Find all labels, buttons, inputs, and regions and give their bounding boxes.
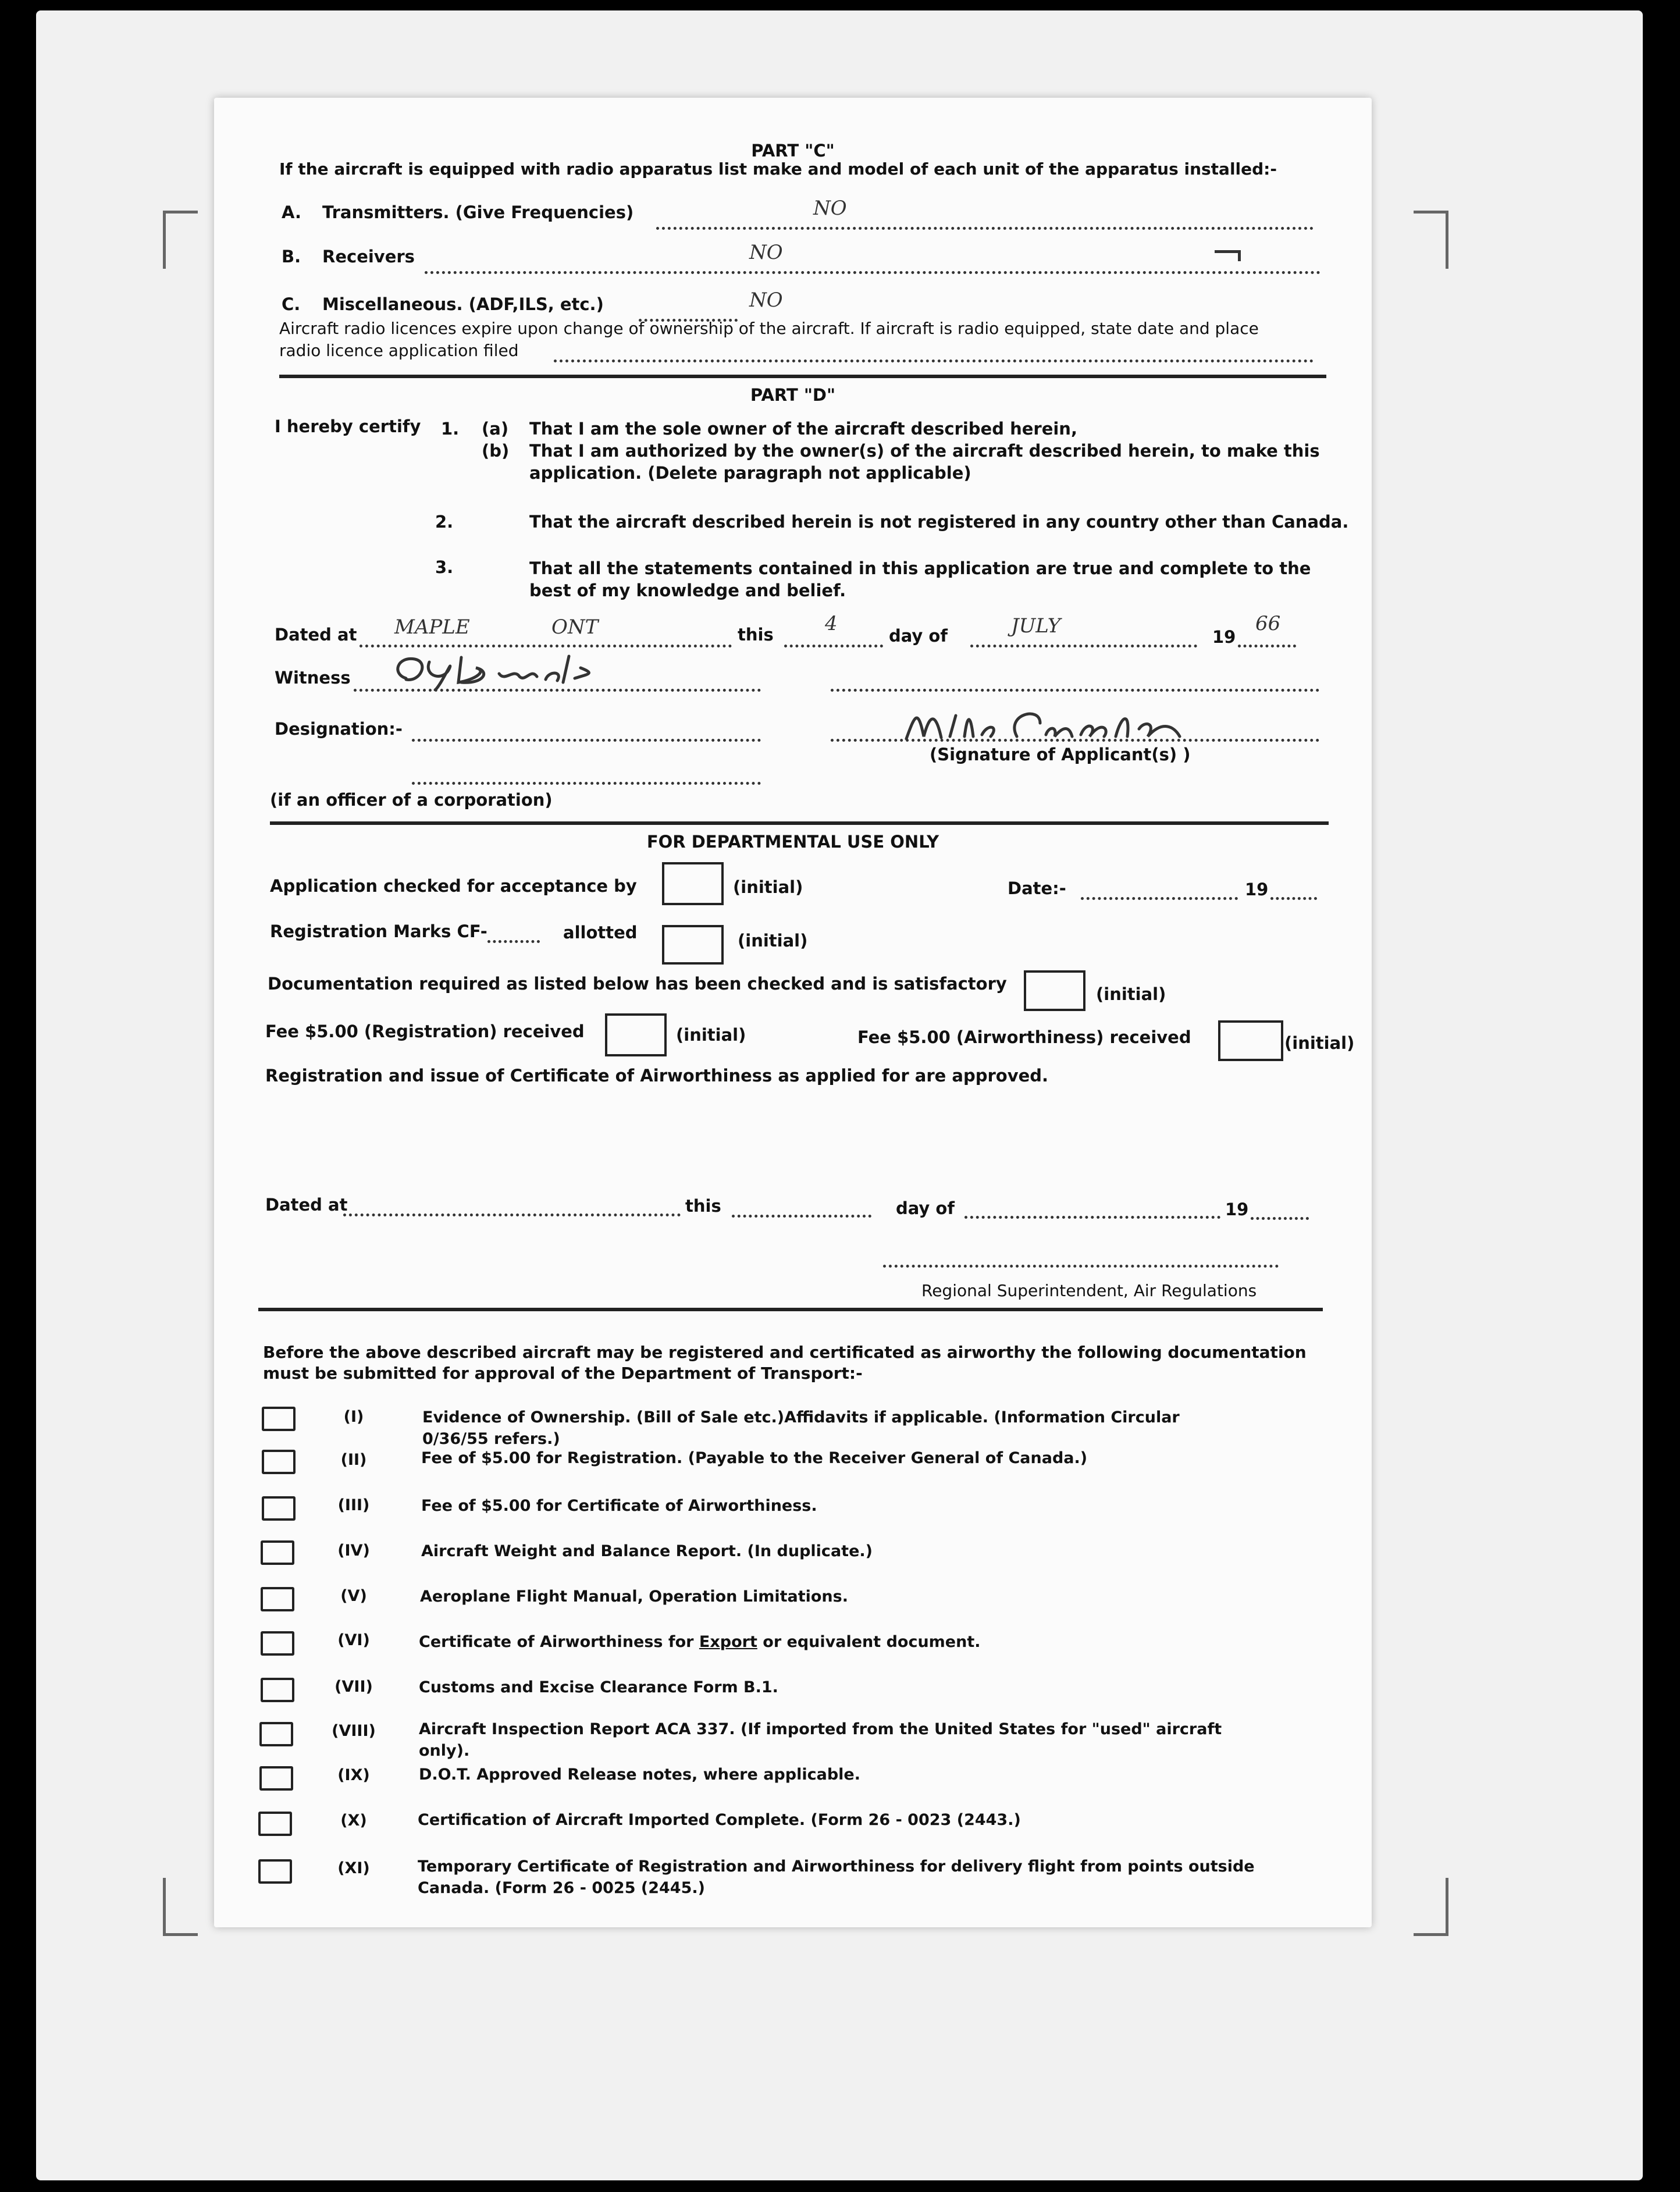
dated-at-label: Dated at <box>275 625 357 645</box>
radio-note-line1: Aircraft radio licences expire upon change of ownership of the aircraft. If aircraft is radio equipped, state date and place <box>279 319 1259 338</box>
certify-item-3-num: 3. <box>435 557 454 577</box>
fee-airworthiness-initial-box[interactable] <box>1218 1020 1283 1061</box>
witness-right-leader <box>831 689 1319 692</box>
certify-item-3-text2: best of my knowledge and belief. <box>529 581 846 600</box>
doc-item-2-text: Fee of $5.00 for Registration. (Payable to the Receiver General of Canada.) <box>421 1449 1088 1467</box>
doc-item-11-line2: Canada. (Form 26 - 0025 (2445.) <box>418 1879 705 1897</box>
documentation-checked-label: Documentation required as listed below has been checked and is satisfactory <box>268 974 1007 994</box>
crop-mark-top-left <box>163 211 198 269</box>
fee-airworthiness-label: Fee $5.00 (Airworthiness) received <box>857 1027 1191 1047</box>
documentation-initial-box[interactable] <box>1024 970 1085 1011</box>
doc-item-11-text <box>418 1856 1325 1899</box>
doc-item-num: (II) <box>340 1451 367 1469</box>
doc-item-num: (IV) <box>337 1542 370 1560</box>
receivers-leader <box>425 271 1320 274</box>
checked-initial-label: (initial) <box>733 877 803 897</box>
documentation-intro-line2: must be submitted for approval of the Department of Transport:- <box>263 1364 863 1383</box>
witness-label: Witness <box>275 668 351 688</box>
doc-checkbox-3[interactable] <box>262 1496 296 1521</box>
doc-item-6-post: or equivalent document. <box>757 1633 981 1651</box>
approval-month-leader <box>964 1216 1220 1219</box>
applicant-signature <box>900 703 1203 749</box>
doc-checkbox-4[interactable] <box>261 1540 294 1565</box>
doc-item-num: (V) <box>340 1587 367 1605</box>
certify-item-2-num: 2. <box>435 512 454 532</box>
year-value[interactable]: 66 <box>1255 612 1281 635</box>
reg-marks-label: Registration Marks CF- <box>270 921 487 941</box>
stray-mark <box>1215 250 1241 261</box>
transmitters-leader <box>656 227 1314 230</box>
reg-marks-leader <box>487 940 540 943</box>
certify-item-1b-text: That I am authorized by the owner(s) of the aircraft described herein, to make this <box>529 441 1320 461</box>
doc-checkbox-7[interactable] <box>261 1678 294 1702</box>
misc-value[interactable]: NO <box>749 289 783 312</box>
approval-day-leader <box>732 1215 871 1218</box>
doc-item-9-text: D.O.T. Approved Release notes, where applicable. <box>419 1766 860 1784</box>
signature-caption: (Signature of Applicant(s) ) <box>930 745 1191 764</box>
doc-item-num: (IX) <box>337 1766 370 1784</box>
witness-signature <box>389 650 633 691</box>
certify-item-1b-text2: application. (Delete paragraph not applicable) <box>529 463 971 483</box>
year-prefix: 19 <box>1212 627 1236 647</box>
doc-checkbox-11[interactable] <box>258 1859 292 1884</box>
certify-item-3-text: That all the statements contained in this application are true and complete to the <box>529 558 1311 578</box>
transmitters-label: Transmitters. (Give Frequencies) <box>322 202 634 222</box>
checked-label: Application checked for acceptance by <box>270 876 637 896</box>
doc-item-11-line1: Temporary Certificate of Registration and Airworthiness for delivery flight from points outside <box>418 1857 1255 1876</box>
superintendent-title: Regional Superintendent, Air Regulations <box>921 1281 1257 1300</box>
fee-registration-initial-box[interactable] <box>605 1013 667 1056</box>
doc-item-5-text: Aeroplane Flight Manual, Operation Limitations. <box>420 1588 848 1606</box>
crop-mark-bottom-right <box>1414 1878 1448 1936</box>
doc-item-4-text: Aircraft Weight and Balance Report. (In duplicate.) <box>421 1542 873 1560</box>
designation-leader-2 <box>412 782 761 785</box>
doc-checkbox-5[interactable] <box>261 1587 294 1611</box>
approval-dated-at-leader <box>343 1214 681 1216</box>
certify-item-1-num: 1. <box>441 419 460 439</box>
officer-note: (if an officer of a corporation) <box>270 790 553 810</box>
doc-checkbox-1[interactable] <box>262 1407 296 1431</box>
doc-item-num: (VI) <box>337 1631 370 1649</box>
approval-day-of-label: day of <box>896 1198 955 1218</box>
misc-letter: C. <box>282 294 301 314</box>
doc-item-num: (VIII) <box>332 1722 376 1740</box>
transmitters-value[interactable]: NO <box>813 197 847 220</box>
doc-item-10-text: Certification of Aircraft Imported Complete. (Form 26 - 0023 (2443.) <box>418 1811 1021 1829</box>
doc-checkbox-9[interactable] <box>259 1766 293 1791</box>
doc-item-8-line2: only). <box>419 1742 470 1760</box>
certify-label: I hereby certify <box>275 417 421 436</box>
doc-checkbox-8[interactable] <box>259 1722 293 1746</box>
checked-initial-box[interactable] <box>662 862 724 905</box>
documentation-initial-label: (initial) <box>1096 984 1166 1004</box>
day-value[interactable]: 4 <box>825 612 838 635</box>
radio-note-leader <box>554 360 1314 362</box>
doc-item-num: (I) <box>343 1408 364 1426</box>
reg-marks-initial-box[interactable] <box>662 925 724 965</box>
doc-checkbox-10[interactable] <box>258 1812 292 1836</box>
approval-text: Registration and issue of Certificate of Airworthiness as applied for are approved. <box>265 1066 1049 1086</box>
documentation-intro-line1: Before the above described aircraft may be registered and certificated as airworthy the following documentation <box>263 1343 1307 1362</box>
departmental-divider <box>258 1308 1323 1311</box>
doc-item-1-text <box>422 1407 1330 1450</box>
approval-dated-at-label: Dated at <box>265 1195 348 1215</box>
designation-label: Designation:- <box>275 719 403 739</box>
dated-province[interactable]: ONT <box>551 615 599 639</box>
part-c-intro: If the aircraft is equipped with radio apparatus list make and model of each unit of the apparatus installed:- <box>279 159 1277 179</box>
doc-item-8-text <box>419 1718 1326 1762</box>
part-c-divider <box>279 375 1326 378</box>
misc-label: Miscellaneous. (ADF,ILS, etc.) <box>322 294 604 314</box>
doc-item-6-emphasis: Export <box>699 1633 757 1651</box>
designation-leader <box>412 739 761 742</box>
fee-registration-initial-label: (initial) <box>676 1025 746 1045</box>
day-leader <box>784 645 883 647</box>
doc-checkbox-6[interactable] <box>261 1631 294 1656</box>
part-d-heading: PART "D" <box>750 385 836 405</box>
date-year-leader <box>1270 897 1317 900</box>
certify-item-1a-text: That I am the sole owner of the aircraft described herein, <box>529 419 1077 439</box>
crop-mark-bottom-left <box>163 1878 198 1936</box>
year-leader <box>1238 645 1296 647</box>
approval-year-prefix: 19 <box>1225 1200 1249 1219</box>
dated-place[interactable]: MAPLE <box>394 615 470 639</box>
approval-this-label: this <box>685 1196 721 1216</box>
doc-item-num: (XI) <box>337 1859 370 1877</box>
doc-item-3-text: Fee of $5.00 for Certificate of Airworthiness. <box>421 1497 817 1515</box>
date-year-prefix: 19 <box>1245 880 1269 899</box>
fee-registration-label: Fee $5.00 (Registration) received <box>265 1022 585 1041</box>
doc-item-6-text <box>419 1631 1326 1653</box>
allotted-label: allotted <box>563 923 638 942</box>
departmental-heading: FOR DEPARTMENTAL USE ONLY <box>646 832 939 852</box>
certify-item-1b-sub: (b) <box>482 441 510 461</box>
day-of-label: day of <box>889 626 948 646</box>
date-leader <box>1081 897 1238 900</box>
superintendent-signature-leader <box>883 1265 1279 1268</box>
radio-note-line2: radio licence application filed <box>279 341 519 360</box>
receivers-label: Receivers <box>322 247 415 266</box>
approval-year-leader <box>1251 1217 1309 1220</box>
this-label: this <box>738 625 774 645</box>
part-d-divider <box>270 821 1329 825</box>
doc-checkbox-2[interactable] <box>262 1450 296 1474</box>
certify-item-2-text: That the aircraft described herein is not registered in any country other than Canada. <box>529 512 1349 532</box>
doc-item-6-pre: Certificate of Airworthiness for <box>419 1633 699 1651</box>
crop-mark-top-right <box>1414 211 1448 269</box>
transmitters-letter: A. <box>282 202 301 222</box>
month-leader <box>970 645 1197 647</box>
doc-item-num: (X) <box>340 1812 367 1830</box>
doc-item-num: (III) <box>337 1496 370 1514</box>
month-value[interactable]: JULY <box>1011 614 1061 638</box>
form-sheet <box>214 98 1372 1927</box>
dated-at-leader <box>360 645 732 647</box>
part-c-heading: PART "C" <box>751 141 835 161</box>
date-label: Date:- <box>1008 878 1066 898</box>
doc-item-num: (VII) <box>334 1678 373 1696</box>
receivers-value[interactable]: NO <box>749 241 783 264</box>
doc-item-1-line2: 0/36/55 refers.) <box>422 1430 560 1448</box>
certify-item-1a-sub: (a) <box>482 419 509 439</box>
doc-item-1-line1: Evidence of Ownership. (Bill of Sale etc.)Affidavits if applicable. (Information Circular <box>422 1408 1180 1426</box>
fee-airworthiness-initial-label: (initial) <box>1284 1033 1355 1053</box>
doc-item-7-text: Customs and Excise Clearance Form B.1. <box>419 1678 778 1696</box>
reg-marks-initial-label: (initial) <box>738 931 808 951</box>
receivers-letter: B. <box>282 247 301 266</box>
doc-item-8-line1: Aircraft Inspection Report ACA 337. (If imported from the United States for "used" aircraft <box>419 1720 1222 1738</box>
